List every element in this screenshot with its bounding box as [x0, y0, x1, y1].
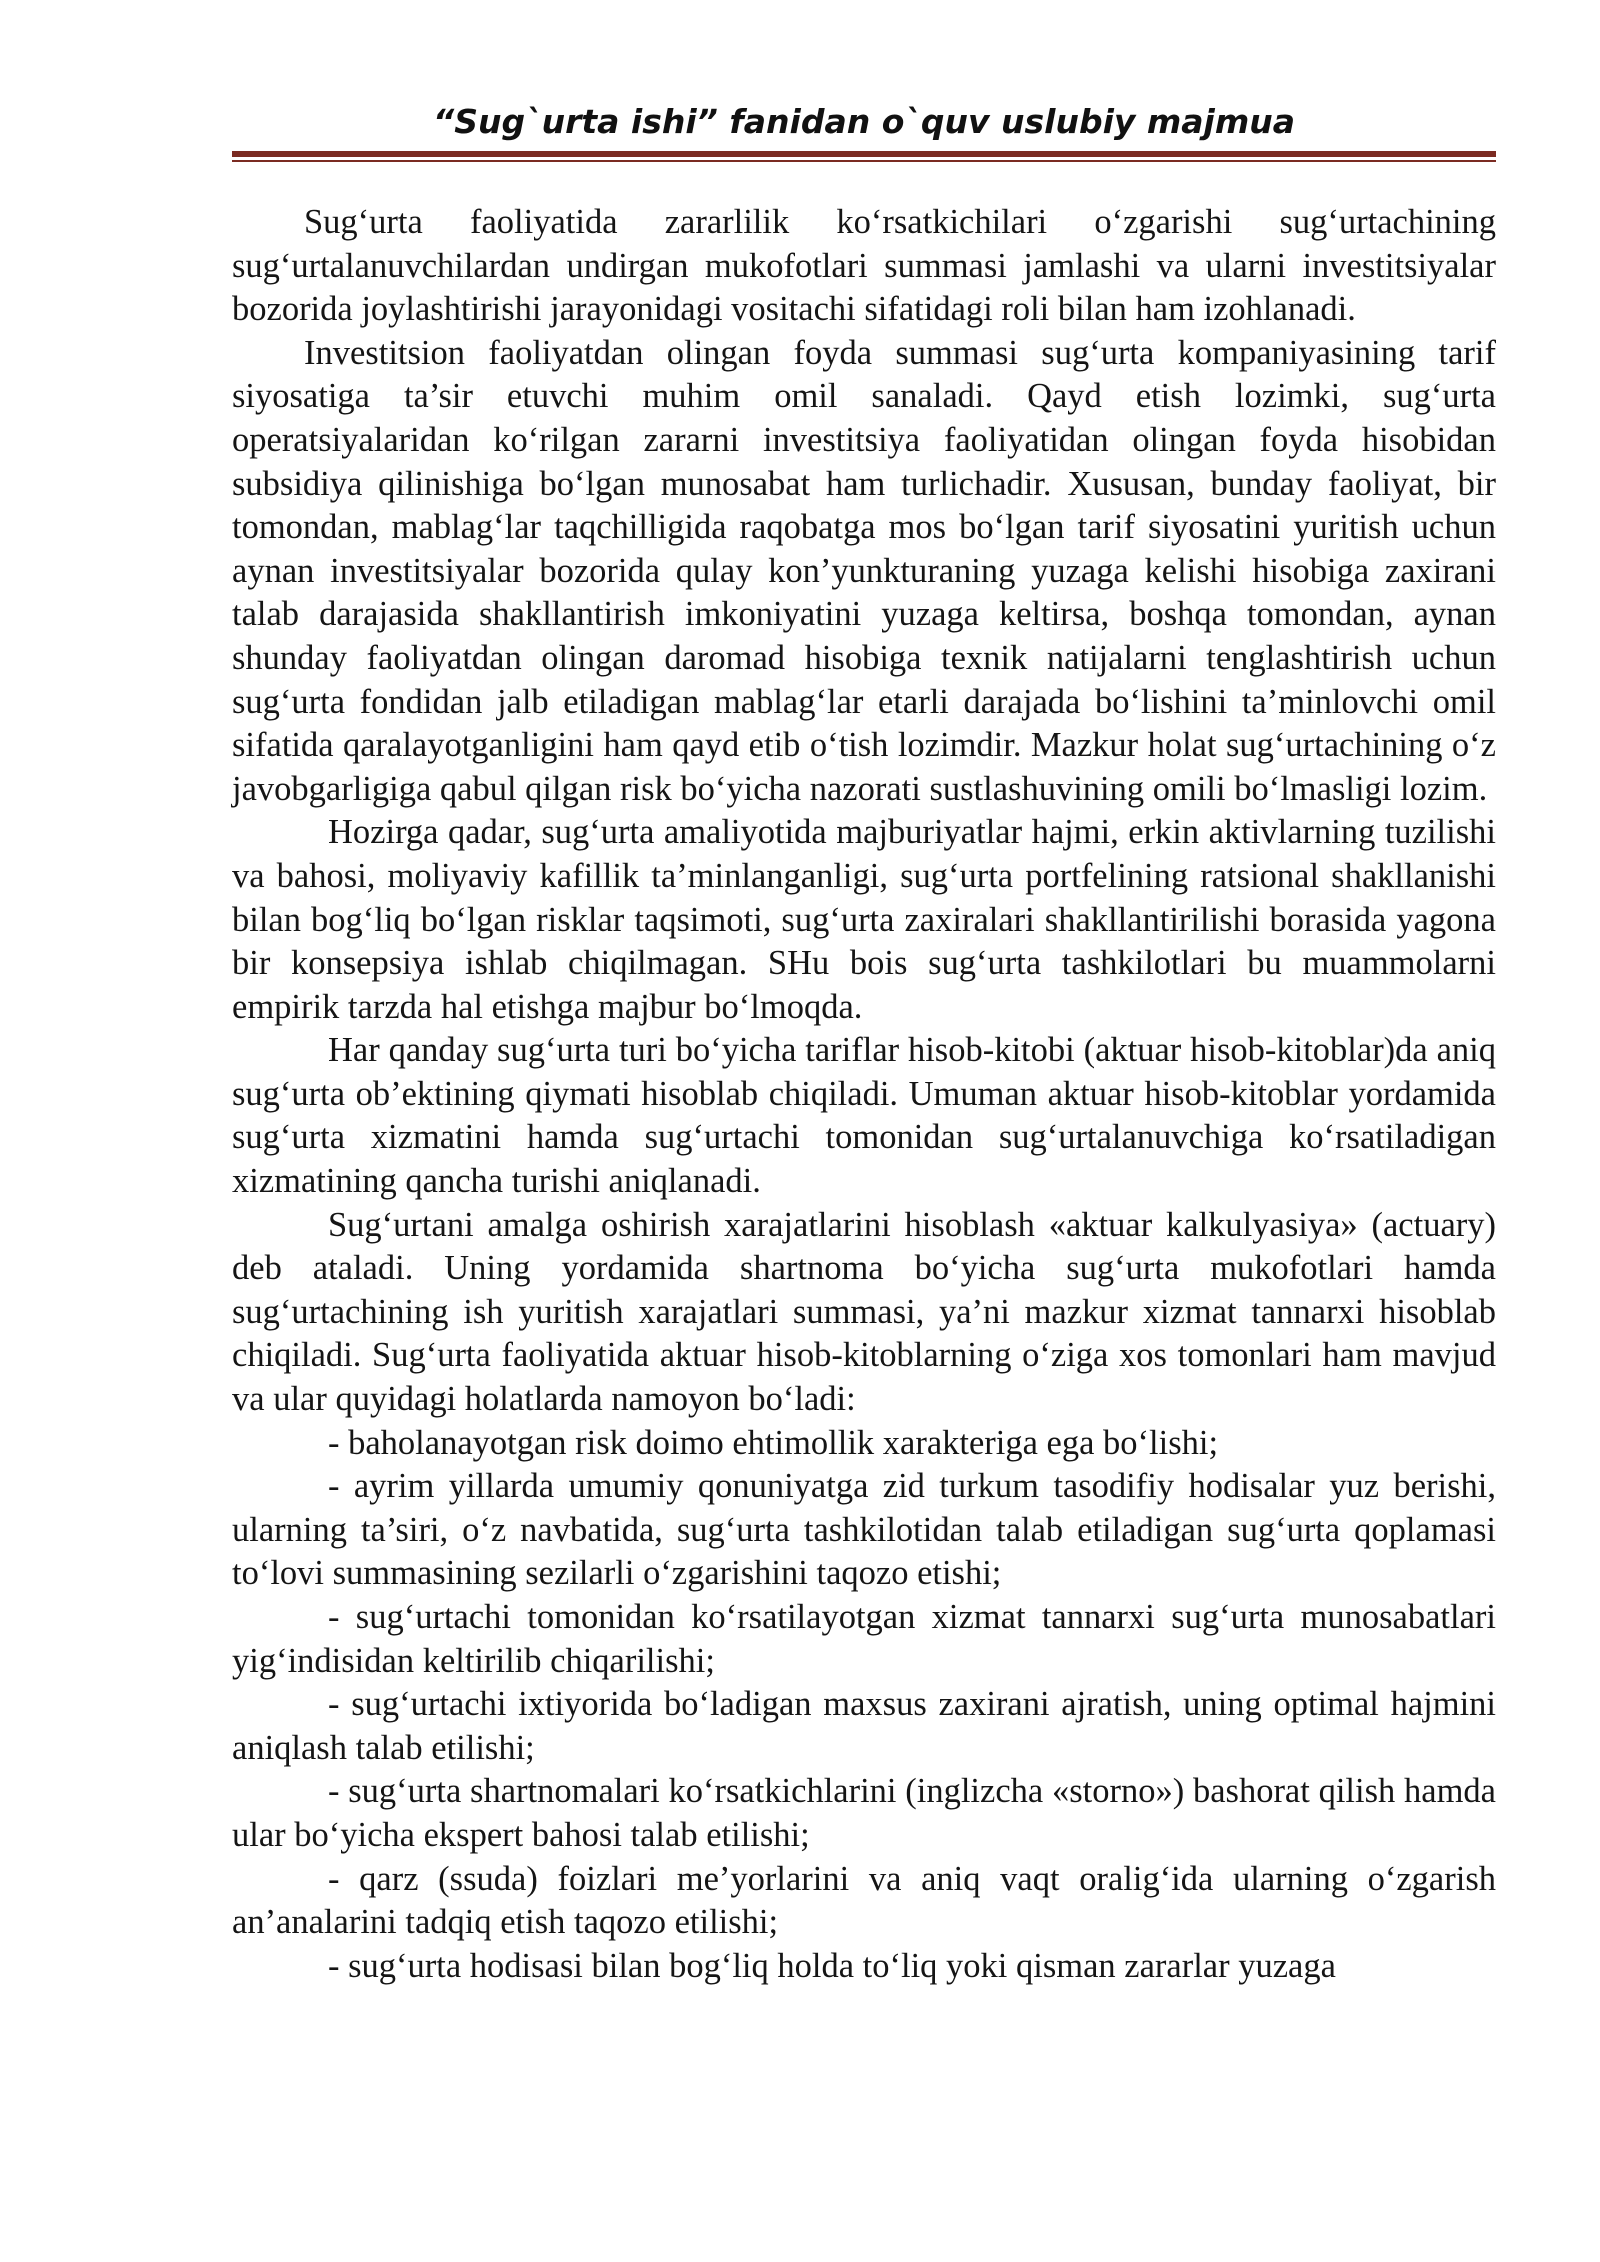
list-item-6: - qarz (ssuda) foizlari me’yorlarini va aniq vaqt oralig‘ida ularning o‘zgarish an’analarini tadqiq etish taqozo etilishi; — [232, 1859, 1496, 1942]
paragraph-5: Sug‘urtani amalga oshirish xarajatlarini hisoblash «aktuar kalkulyasiya» (actuary) deb ataladi. Uning yordamida shartnoma bo‘yicha sug‘urta mukofotlari hamda sug‘urtachining ish yuritish xarajatlari summasi, ya’ni mazkur xizmat tannarxi hisoblab chiqiladi. Sug‘urta faoliyatida aktuar hisob-kitoblarning o‘ziga xos tomonlari ham mavjud va ular quyidagi holatlarda namoyon bo‘ladi: — [232, 1205, 1496, 1419]
paragraph-1: Sug‘urta faoliyatida zararlilik ko‘rsatkichilari o‘zgarishi sug‘urtachining sug‘urtalanuvchilardan undirgan mukofotlari summasi jamlashi va ularni investitsiyalar bozorida joylashtirishi jarayonidagi vositachi sifatidagi roli bilan ham izohlanadi. — [232, 203, 1496, 329]
list-item-2: - ayrim yillarda umumiy qonuniyatga zid turkum tasodifiy hodisalar yuz berishi, ularning ta’siri, o‘z navbatida, sug‘urta tashkilotidan talab etiladigan sug‘urta qoplamasi to‘lovi summasining sezilarli o‘zgarishini taqozo etishi; — [232, 1467, 1496, 1593]
paragraph-4: Har qanday sug‘urta turi bo‘yicha tariflar hisob-kitobi (aktuar hisob-kitoblar)da aniq sug‘urta ob’ektining qiymati hisoblab chiqiladi. Umuman aktuar hisob-kitoblar yordamida sug‘urta xizmatini hamda sug‘urtachi tomonidan sug‘urtalanuvchiga ko‘rsatiladigan xizmatining qancha turishi aniqlanadi. — [232, 1031, 1496, 1201]
header-rule-thick — [232, 151, 1496, 157]
list-item-5: - sug‘urta shartnomalari ko‘rsatkichlarini (inglizcha «storno») bashorat qilish hamda ular bo‘yicha ekspert bahosi talab etilishi; — [232, 1772, 1496, 1854]
list-item-7: - sug‘urta hodisasi bilan bog‘liq holda to‘liq yoki qisman zararlar yuzaga — [328, 1946, 1336, 1985]
paragraph-3: Hozirga qadar, sug‘urta amaliyotida majburiyatlar hajmi, erkin aktivlarning tuzilishi va bahosi, moliyaviy kafillik ta’minlanganligi, sug‘urta portfelining ratsional shakllanishi bilan bog‘liq bo‘lgan risklar taqsimoti, sug‘urta zaxiralari shakllantirilishi borasida yagona bir konsepsiya ishlab chiqilmagan. SHu bois sug‘urta tashkilotlari bu muammolarni empirik tarzda hal etishga majbur bo‘lmoqda. — [232, 813, 1496, 1026]
list-item-1: - baholanayotgan risk doimo ehtimollik xarakteriga ega bo‘lishi; — [328, 1423, 1219, 1462]
header-rule-thin — [232, 160, 1496, 162]
list-item-4: - sug‘urtachi ixtiyorida bo‘ladigan maxsus zaxirani ajratish, uning optimal hajmini aniqlash talab etilishi; — [232, 1685, 1496, 1767]
paragraph-2: Investitsion faoliyatdan olingan foyda summasi sug‘urta kompaniyasining tarif siyosatiga ta’sir etuvchi muhim omil sanaladi. Qayd etish lozimki, sug‘urta operatsiyalaridan ko‘rilgan zararni investitsiya faoliyatidan olingan foyda hisobidan subsidiya qilinishiga bo‘lgan munosabat ham turlichadir. Xususan, bunday faoliyat, bir tomondan, mablag‘lar taqchilligida raqobatga mos bo‘lgan tarif siyosatini yuritish uchun aynan investitsiyalar bozorida qulay kon’yunkturaning yuzaga kelishi hisobiga zaxirani talab darajasida shakllantirish imkoniyatini yuzaga keltirsa, boshqa tomondan, aynan shunday faoliyatdan olingan daromad hisobiga texnik natijalarni tenglashtirish uchun sug‘urta fondidan jalb etiladigan mablag‘lar etarli darajada bo‘lishini ta’minlovchi omil sifatida qaralayotganligini ham qayd etib o‘tish lozimdir. Mazkur holat sug‘urtachining o‘z javobgarligiga qabul qilgan risk bo‘yicha nazorati sustlashuvining omili bo‘lmasligi lozim. — [232, 333, 1496, 808]
page-header-title: “Sug`urta ishi” fanidan o`quv uslubiy majmua — [432, 102, 1295, 141]
document-body — [232, 201, 1496, 1988]
list-item-3: - sug‘urtachi tomonidan ko‘rsatilayotgan xizmat tannarxi sug‘urta munosabatlari yig‘indisidan keltirilib chiqarilishi; — [232, 1598, 1496, 1680]
